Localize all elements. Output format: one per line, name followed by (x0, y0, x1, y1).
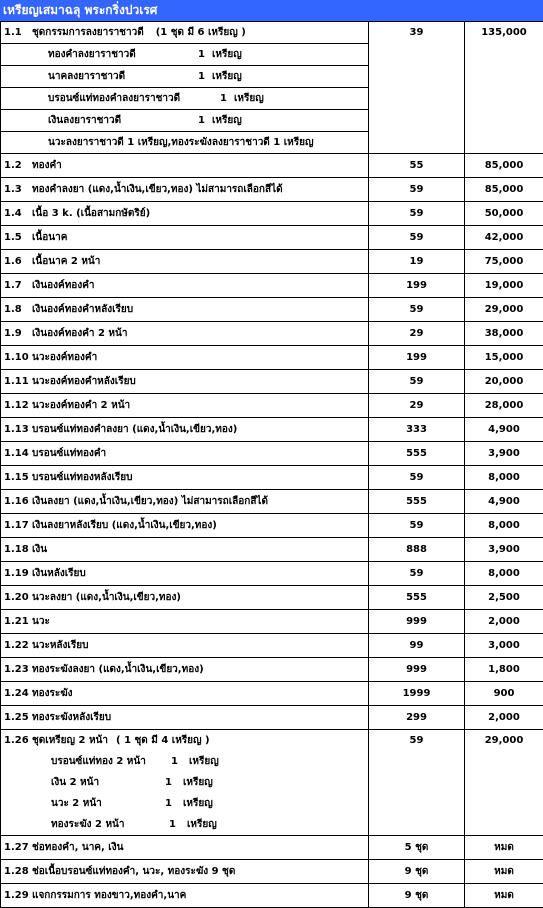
table-row (1, 562, 543, 586)
price-cell: หมด (465, 836, 543, 860)
desc-cell (1, 154, 369, 178)
page-title: เหรียญเสมาฉลุ พระกริ่งปวเรศ (0, 0, 543, 21)
price-cell: 85,000 (465, 154, 543, 178)
item-number: 1.14 (4, 448, 32, 459)
qty-cell: 19 (369, 250, 465, 274)
desc-cell (1, 836, 369, 860)
qty-cell: 59 (369, 226, 465, 250)
price-cell: 50,000 (465, 202, 543, 226)
table-row (1, 274, 543, 298)
table-row (1, 154, 543, 178)
item-number: 1.5 (4, 232, 32, 243)
table-row (1, 202, 543, 226)
item-number: 1.8 (4, 304, 32, 315)
price-cell: 19,000 (465, 274, 543, 298)
price-cell: 38,000 (465, 322, 543, 346)
item-label: ช่อทองคำ, นาค, เงิน (32, 842, 123, 853)
item-label: นวะองค์ทองคำ (32, 352, 97, 363)
set-desc-cell (1, 22, 369, 154)
table-row (1, 346, 543, 370)
item-label: นวะองค์ทองคำหลังเรียบ (32, 376, 136, 387)
qty-cell: 29 (369, 322, 465, 346)
item-number: 1.7 (4, 280, 32, 291)
price-cell: หมด (465, 860, 543, 884)
item-label: บรอนซ์แท่ทองหลังเรียบ (32, 472, 132, 483)
desc-cell (1, 346, 369, 370)
item-label: เงินลงยาหลังเรียบ (แดง,น้ำเงิน,เขียว,ทอง) (32, 520, 217, 531)
item-label: เงินองค์ทองคำ 2 หน้า (32, 328, 127, 339)
table-row (1, 370, 543, 394)
qty-cell: 59 (369, 298, 465, 322)
price-cell: 85,000 (465, 178, 543, 202)
qty-cell: 29 (369, 394, 465, 418)
table-row (1, 514, 543, 538)
item-number: 1.2 (4, 160, 32, 171)
item-number: 1.19 (4, 568, 32, 579)
qty-cell: 1999 (369, 682, 465, 706)
item-number: 1.18 (4, 544, 32, 555)
item-label: ช่อเนื้อบรอนซ์แท่ทองคำ, นวะ, ทองระฆัง 9 ชุด (32, 866, 235, 877)
item-label: เนื้อนาค 2 หน้า (32, 256, 100, 267)
desc-cell (1, 202, 369, 226)
desc-cell (1, 178, 369, 202)
qty-cell: 999 (369, 658, 465, 682)
desc-cell (1, 538, 369, 562)
item-label: ชุดกรรมการลงยาราชาวดี (32, 22, 144, 43)
price-cell: 900 (465, 682, 543, 706)
qty-cell: 59 (369, 370, 465, 394)
sub-item: นวะลงยาราชาวดี 1 เหรียญ,ทองระฆังลงยาราชาวดี 1 เหรียญ (1, 131, 368, 153)
item-label: เงิน (32, 544, 47, 555)
desc-cell (1, 586, 369, 610)
item-label: ชุดเหรียญ 2 หน้า (32, 730, 108, 751)
item-label: ทองระฆัง (32, 688, 73, 699)
table-row (1, 178, 543, 202)
table-row (1, 442, 543, 466)
item-number: 1.13 (4, 424, 32, 435)
item-label: นวะ (32, 616, 50, 627)
table-row (1, 658, 543, 682)
table-row (1, 884, 543, 908)
price-cell: 42,000 (465, 226, 543, 250)
item-number: 1.28 (4, 866, 32, 877)
item-number: 1.26 (4, 730, 32, 751)
sub-item: นวะ 2 หน้า 1 เหรียญ (4, 793, 365, 814)
qty-cell: 5 ชุด (369, 836, 465, 860)
price-cell: 3,900 (465, 442, 543, 466)
price-cell: 4,900 (465, 418, 543, 442)
item-number: 1.4 (4, 208, 32, 219)
qty-cell: 55 (369, 154, 465, 178)
item-label: เนื้อนาค (32, 232, 67, 243)
qty-cell: 59 (369, 730, 465, 836)
table-row (1, 250, 543, 274)
item-label: ทองระฆังลงยา (แดง,น้ำเงิน,เขียว,ทอง) (32, 664, 204, 675)
qty-cell: 888 (369, 538, 465, 562)
price-cell: 4,900 (465, 490, 543, 514)
item-number: 1.15 (4, 472, 32, 483)
item-number: 1.1 (4, 22, 32, 43)
desc-cell (1, 562, 369, 586)
sub-item: ทองระฆัง 2 หน้า 1 เหรียญ (4, 814, 365, 835)
table-row (1, 466, 543, 490)
price-cell: 2,500 (465, 586, 543, 610)
qty-cell: 39 (369, 22, 465, 154)
price-table (0, 21, 543, 908)
item-label: เงินองค์ทองคำ (32, 280, 95, 291)
desc-cell (1, 274, 369, 298)
item-number: 1.23 (4, 664, 32, 675)
item-number: 1.27 (4, 842, 32, 853)
desc-cell (1, 658, 369, 682)
item-label: แจกกรรมการ ทองขาว,ทองคำ,นาค (32, 890, 186, 901)
table-row (1, 634, 543, 658)
qty-cell: 59 (369, 202, 465, 226)
sub-item: บรอนซ์แท่ทอง 2 หน้า 1 เหรียญ (4, 751, 365, 772)
item-number: 1.3 (4, 184, 32, 195)
item-label: เงินองค์ทองคำหลังเรียบ (32, 304, 133, 315)
qty-cell: 9 ชุด (369, 884, 465, 908)
desc-cell (1, 682, 369, 706)
item-number: 1.24 (4, 688, 32, 699)
qty-cell: 999 (369, 610, 465, 634)
item-note: ( 1 ชุด มี 4 เหรียญ ) (116, 730, 210, 751)
item-number: 1.22 (4, 640, 32, 651)
qty-cell: 555 (369, 586, 465, 610)
table-row (1, 394, 543, 418)
item-number: 1.16 (4, 496, 32, 507)
qty-cell: 199 (369, 346, 465, 370)
table-row (1, 682, 543, 706)
item-label: นวะลงยา (แดง,น้ำเงิน,เขียว,ทอง) (32, 592, 181, 603)
sub-item: เงิน 2 หน้า 1 เหรียญ (4, 772, 365, 793)
price-cell: หมด (465, 884, 543, 908)
qty-cell: 555 (369, 442, 465, 466)
item-number: 1.29 (4, 890, 32, 901)
price-cell: 15,000 (465, 346, 543, 370)
table-row (1, 298, 543, 322)
desc-cell (1, 490, 369, 514)
price-cell: 1,800 (465, 658, 543, 682)
desc-cell (1, 860, 369, 884)
desc-cell (1, 250, 369, 274)
qty-cell: 59 (369, 514, 465, 538)
item-number: 1.11 (4, 376, 32, 387)
table-row (1, 322, 543, 346)
table-row (1, 490, 543, 514)
price-cell: 28,000 (465, 394, 543, 418)
item-label: นวะองค์ทองคำ 2 หน้า (32, 400, 130, 411)
price-cell: 2,000 (465, 706, 543, 730)
qty-cell: 333 (369, 418, 465, 442)
price-cell: 29,000 (465, 730, 543, 836)
table-row (1, 860, 543, 884)
item-label: บรอนซ์แท่ทองคำลงยา (แดง,น้ำเงิน,เขียว,ทอง) (32, 424, 237, 435)
qty-cell: 299 (369, 706, 465, 730)
desc-cell (1, 442, 369, 466)
price-cell: 3,900 (465, 538, 543, 562)
price-cell: 3,000 (465, 634, 543, 658)
item-number: 1.17 (4, 520, 32, 531)
sub-item: เงินลงยาราชาวดี 1 เหรียญ (1, 109, 368, 131)
item-label: ทองคำ (32, 160, 62, 171)
qty-cell: 59 (369, 562, 465, 586)
desc-cell (1, 226, 369, 250)
item-label: เงินหลังเรียบ (32, 568, 86, 579)
table-row (1, 586, 543, 610)
desc-cell (1, 298, 369, 322)
item-label: บรอนซ์แท่ทองคำ (32, 448, 106, 459)
item-label: เงินลงยา (แดง,น้ำเงิน,เขียว,ทอง) ไม่สามารถเลือกสีได้ (32, 496, 268, 507)
desc-cell (1, 884, 369, 908)
price-cell: 135,000 (465, 22, 543, 154)
desc-cell (1, 514, 369, 538)
table-row (1, 836, 543, 860)
table-row (1, 610, 543, 634)
desc-cell (1, 610, 369, 634)
table-row (1, 706, 543, 730)
sub-item: ทองคำลงยาราชาวดี 1 เหรียญ (1, 43, 368, 65)
desc-cell (1, 394, 369, 418)
sub-item: บรอนซ์แท่ทองคำลงยาราชาวดี 1 เหรียญ (1, 87, 368, 109)
price-cell: 2,000 (465, 610, 543, 634)
item-number: 1.20 (4, 592, 32, 603)
price-cell: 20,000 (465, 370, 543, 394)
qty-cell: 555 (369, 490, 465, 514)
desc-cell (1, 370, 369, 394)
price-cell: 8,000 (465, 514, 543, 538)
item-number: 1.6 (4, 256, 32, 267)
item-label: นวะหลังเรียบ (32, 640, 88, 651)
table-row (1, 418, 543, 442)
item-label: เนื้อ 3 k. (เนื้อสามกษัตริย์) (32, 208, 150, 219)
set-row-1-1 (1, 22, 543, 154)
desc-cell (1, 634, 369, 658)
item-number: 1.21 (4, 616, 32, 627)
item-number: 1.9 (4, 328, 32, 339)
qty-cell: 199 (369, 274, 465, 298)
item-number: 1.12 (4, 400, 32, 411)
item-number: 1.10 (4, 352, 32, 363)
item-label: ทองคำลงยา (แดง,น้ำเงิน,เขียว,ทอง) ไม่สามารถเลือกสีได้ (32, 184, 283, 195)
item-label: ทองระฆังหลังเรียบ (32, 712, 111, 723)
qty-cell: 59 (369, 178, 465, 202)
qty-cell: 9 ชุด (369, 860, 465, 884)
desc-cell (1, 706, 369, 730)
desc-cell (1, 466, 369, 490)
desc-cell (1, 418, 369, 442)
sub-item: นาคลงยาราชาวดี 1 เหรียญ (1, 65, 368, 87)
price-cell: 8,000 (465, 466, 543, 490)
table-row (1, 226, 543, 250)
price-cell: 8,000 (465, 562, 543, 586)
item-note: (1 ชุด มี 6 เหรียญ ) (156, 22, 246, 43)
price-cell: 75,000 (465, 250, 543, 274)
price-cell: 29,000 (465, 298, 543, 322)
qty-cell: 99 (369, 634, 465, 658)
desc-cell (1, 322, 369, 346)
table-row (1, 538, 543, 562)
item-number: 1.25 (4, 712, 32, 723)
qty-cell: 59 (369, 466, 465, 490)
